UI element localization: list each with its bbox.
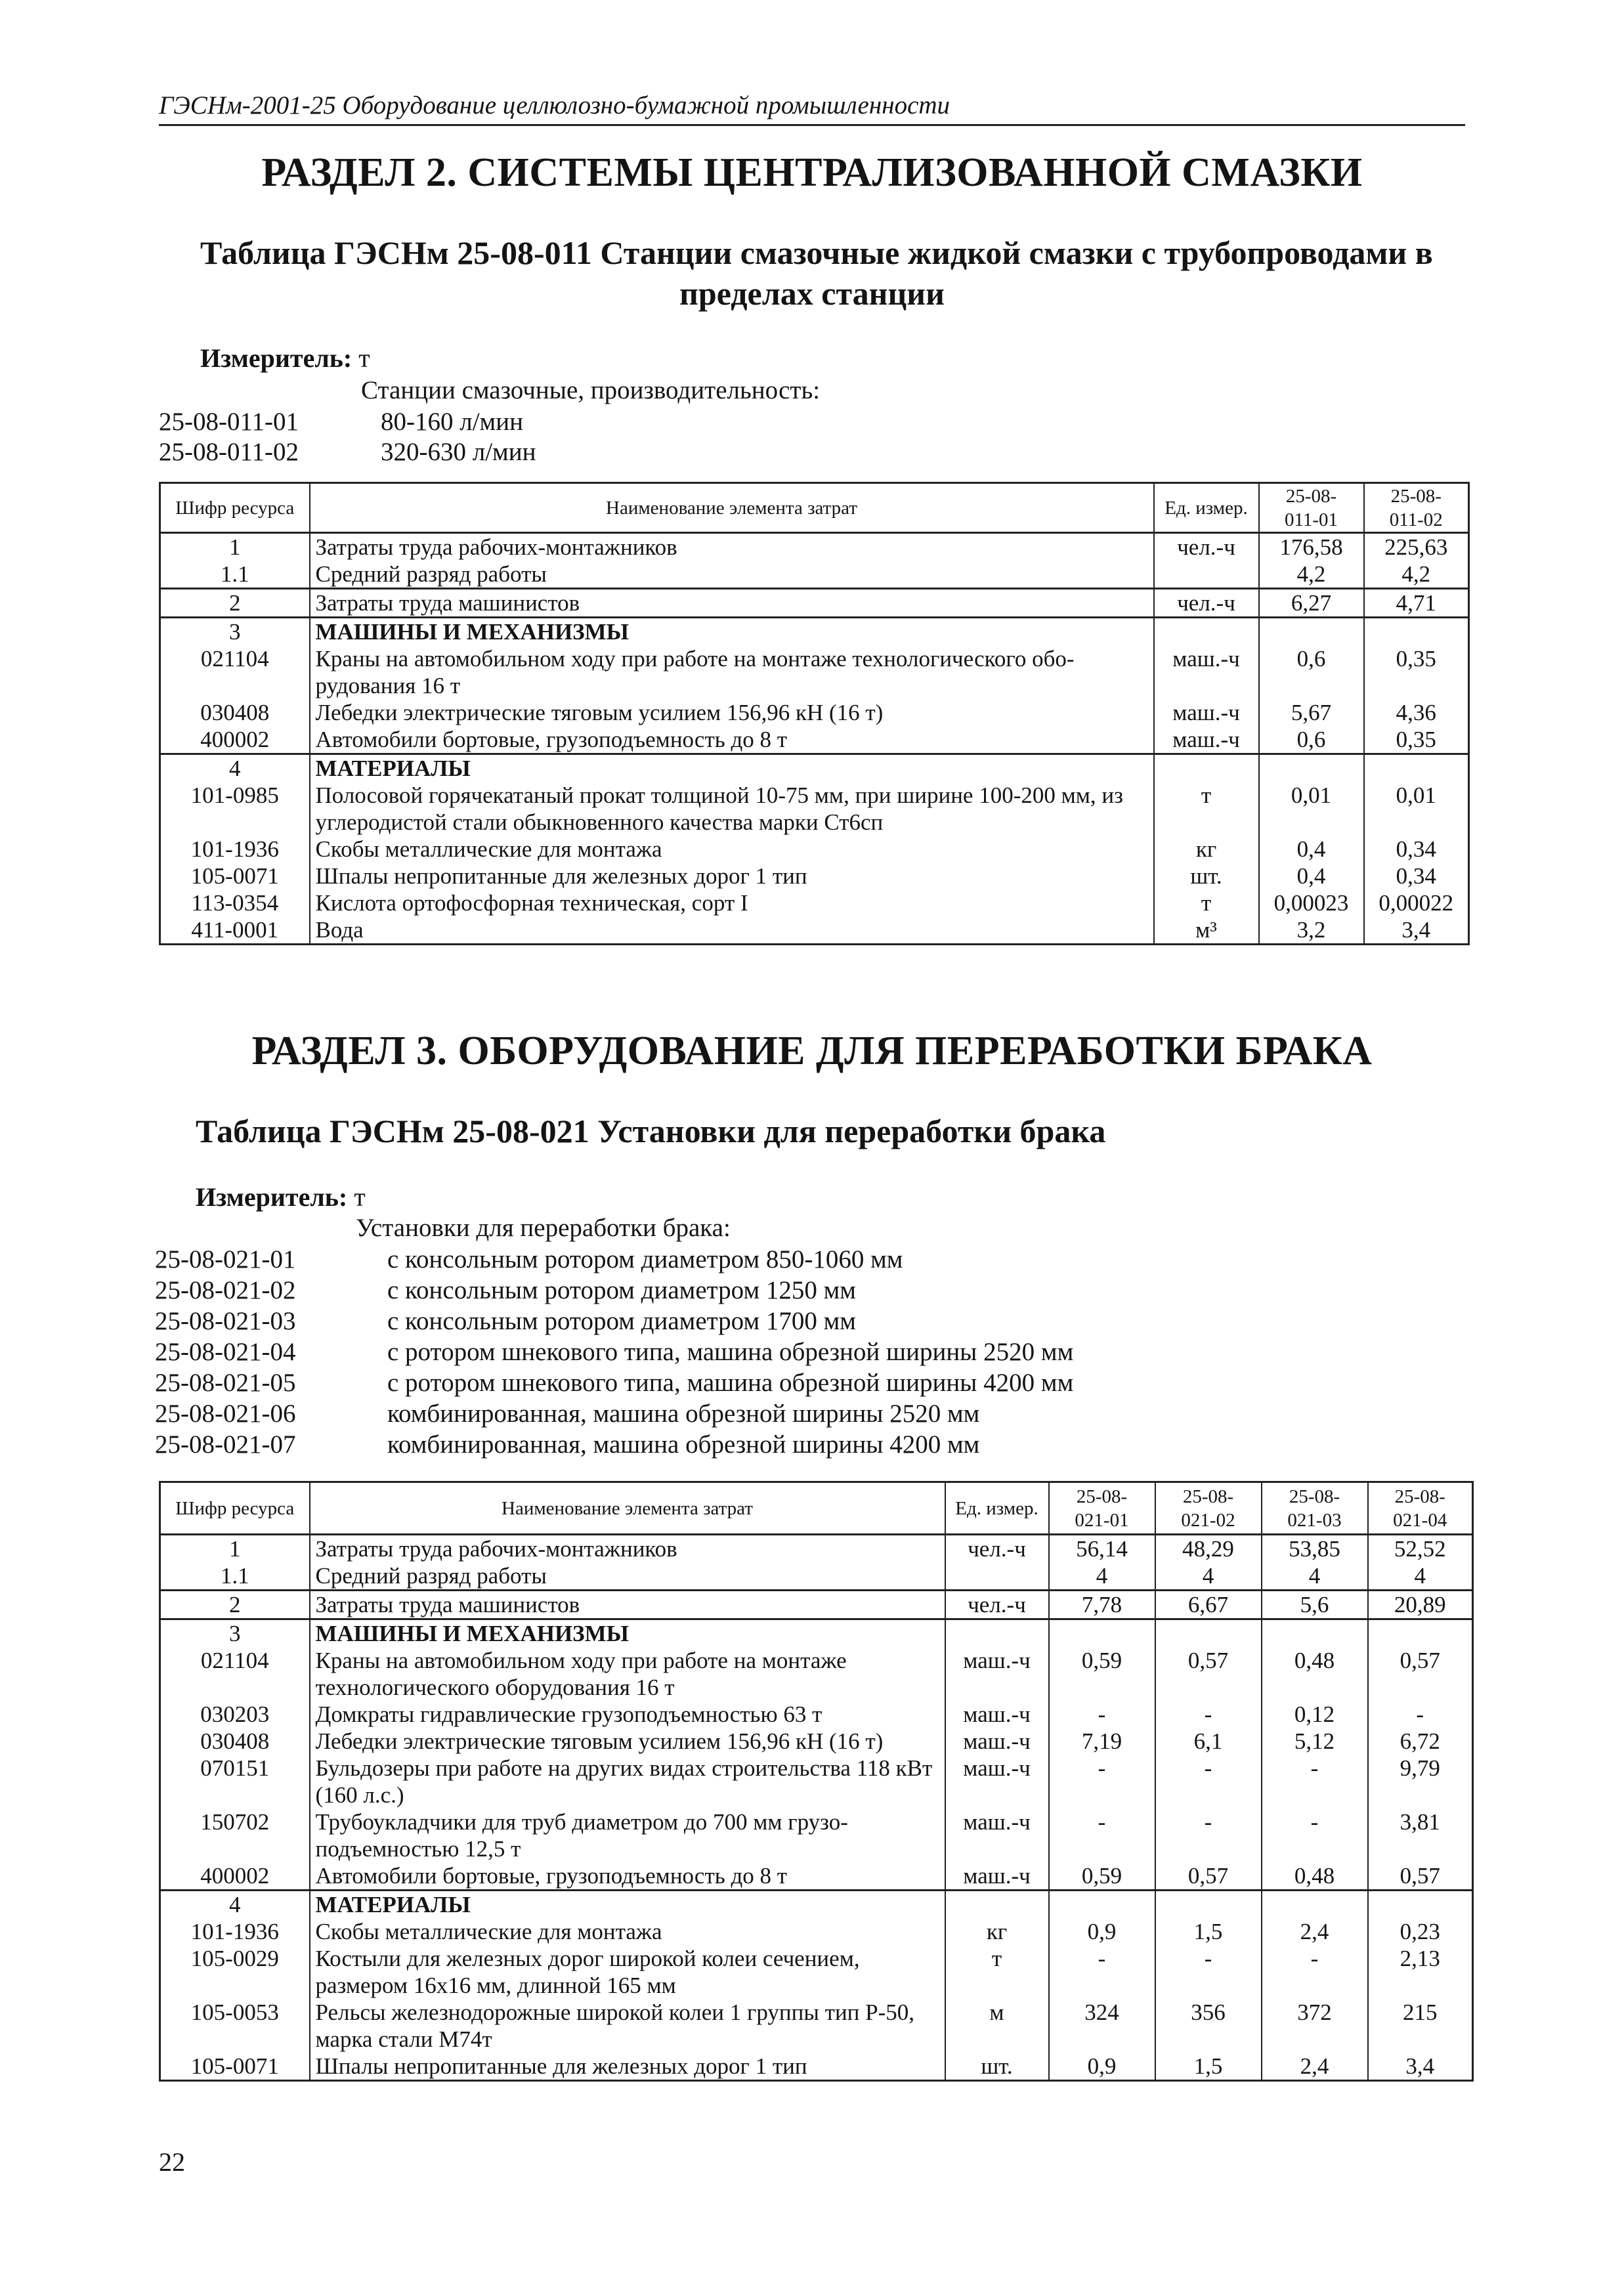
norm-value: 7,19 bbox=[1049, 1728, 1155, 1755]
variant-description: комбинированная, машина обрезной ширины 2520 мм bbox=[387, 1400, 980, 1428]
norm-value: 4 bbox=[1049, 1562, 1155, 1591]
header-unit: Ед. измер. bbox=[1154, 483, 1259, 533]
norm-value bbox=[1155, 1619, 1262, 1648]
resource-code: 3 bbox=[160, 618, 310, 646]
header-code: Шифр ресурса bbox=[160, 483, 310, 533]
norm-value: - bbox=[1155, 1755, 1262, 1808]
header-col: 25-08- 011-02 bbox=[1364, 483, 1469, 533]
resource-code: 1.1 bbox=[160, 561, 310, 589]
cost-element-name: Затраты труда рабочих-монтажников bbox=[310, 1535, 945, 1563]
running-header: ГЭСНм-2001-25 Оборудование целлюлозно-бумажной промышленности bbox=[159, 91, 1465, 126]
unit-of-measure: т bbox=[1154, 782, 1259, 836]
cost-element-name: Шпалы непропитанные для железных дорог 1 тип bbox=[310, 2053, 945, 2081]
table-row bbox=[160, 533, 1469, 561]
norm-value: 3,4 bbox=[1364, 916, 1469, 945]
unit-of-measure: т bbox=[1154, 889, 1259, 916]
norm-value bbox=[1368, 1891, 1473, 1919]
cost-element-name: Средний разряд работы bbox=[310, 561, 1154, 589]
resource-code: 4 bbox=[160, 1891, 310, 1919]
unit-of-measure: маш.-ч bbox=[945, 1728, 1049, 1755]
cost-element-name: Домкраты гидравлические грузоподъемностью 63 т bbox=[310, 1701, 945, 1728]
resource-code: 105-0053 bbox=[160, 1999, 310, 2053]
unit-of-measure: чел.-ч bbox=[1154, 589, 1259, 618]
table-row bbox=[160, 1862, 1473, 1891]
norm-value: 0,34 bbox=[1364, 836, 1469, 863]
variant-code: 25-08-021-05 bbox=[155, 1369, 296, 1397]
table-row bbox=[160, 1999, 1473, 2053]
table-row bbox=[160, 836, 1469, 863]
norm-value: 48,29 bbox=[1155, 1535, 1262, 1563]
resource-code: 1.1 bbox=[160, 1562, 310, 1591]
norm-value: 5,6 bbox=[1262, 1591, 1368, 1619]
table-row bbox=[160, 1701, 1473, 1728]
unit-of-measure: кг bbox=[945, 1918, 1049, 1945]
norm-value: 176,58 bbox=[1259, 533, 1364, 561]
norm-value: 0,4 bbox=[1259, 836, 1364, 863]
unit-of-measure: шт. bbox=[945, 2053, 1049, 2081]
unit-of-measure: чел.-ч bbox=[945, 1535, 1049, 1563]
norm-value: 4 bbox=[1155, 1562, 1262, 1591]
norm-value: 0,35 bbox=[1364, 645, 1469, 699]
norm-value bbox=[1262, 1619, 1368, 1648]
norm-value: - bbox=[1049, 1701, 1155, 1728]
norm-value: - bbox=[1049, 1945, 1155, 1999]
section-2-title: РАЗДЕЛ 2. СИСТЕМЫ ЦЕНТРАЛИЗОВАННОЙ СМАЗКИ bbox=[261, 150, 1363, 195]
header-col: 25-08- 021-03 bbox=[1262, 1482, 1368, 1535]
norm-value: - bbox=[1155, 1808, 1262, 1862]
resource-code: 101-0985 bbox=[160, 782, 310, 836]
norm-value: - bbox=[1049, 1808, 1155, 1862]
norm-value: 0,48 bbox=[1262, 1862, 1368, 1891]
resource-code: 113-0354 bbox=[160, 889, 310, 916]
cost-element-name: Средний разряд работы bbox=[310, 1562, 945, 1591]
resource-code: 1 bbox=[160, 533, 310, 561]
cost-element-name: Краны на автомобильном ходу при работе на монтаже технологического оборудования 16 т bbox=[310, 1647, 945, 1701]
norm-value: 0,00023 bbox=[1259, 889, 1364, 916]
resource-code: 101-1936 bbox=[160, 836, 310, 863]
norm-value bbox=[1155, 1891, 1262, 1919]
header-name: Наименование элемента затрат bbox=[310, 1482, 945, 1535]
table-row bbox=[160, 561, 1469, 589]
resource-code: 2 bbox=[160, 589, 310, 618]
variant-description: 80-160 л/мин bbox=[381, 408, 523, 436]
norm-value: 0,23 bbox=[1368, 1918, 1473, 1945]
unit-of-measure bbox=[945, 1562, 1049, 1591]
cost-element-name: Лебедки электрические тяговым усилием 156,96 кН (16 т) bbox=[310, 1728, 945, 1755]
norm-value: 0,9 bbox=[1049, 1918, 1155, 1945]
norm-value: 0,57 bbox=[1368, 1647, 1473, 1701]
header-col: 25-08- 011-01 bbox=[1259, 483, 1364, 533]
norm-value: 0,57 bbox=[1155, 1862, 1262, 1891]
cost-element-name: Лебедки электрические тяговым усилием 156,96 кН (16 т) bbox=[310, 699, 1154, 726]
unit-of-measure bbox=[945, 1619, 1049, 1648]
section-3-title: РАЗДЕЛ 3. ОБОРУДОВАНИЕ ДЛЯ ПЕРЕРАБОТКИ БРАКА bbox=[251, 1029, 1373, 1073]
cost-element-name: Автомобили бортовые, грузоподъемность до 8 т bbox=[310, 1862, 945, 1891]
norm-value: 3,4 bbox=[1368, 2053, 1473, 2081]
variants-intro: Станции смазочные, производительность: bbox=[361, 376, 821, 404]
variant-code: 25-08-021-06 bbox=[155, 1400, 296, 1428]
cost-element-name: Краны на автомобильном ходу при работе на монтаже технологического обо-рудования 16 т bbox=[310, 645, 1154, 699]
meter-unit: т bbox=[354, 1182, 366, 1212]
cost-element-name: МАШИНЫ И МЕХАНИЗМЫ bbox=[310, 618, 1154, 646]
norm-value: 0,59 bbox=[1049, 1647, 1155, 1701]
norm-value: 6,67 bbox=[1155, 1591, 1262, 1619]
norm-value: - bbox=[1368, 1701, 1473, 1728]
norm-value: 1,5 bbox=[1155, 2053, 1262, 2081]
resource-code: 105-0071 bbox=[160, 863, 310, 889]
norm-value: 7,78 bbox=[1049, 1591, 1155, 1619]
norm-value: 0,35 bbox=[1364, 726, 1469, 754]
cost-element-name: Автомобили бортовые, грузоподъемность до 8 т bbox=[310, 726, 1154, 754]
norm-value: 4,2 bbox=[1364, 561, 1469, 589]
meter-unit: т bbox=[358, 343, 370, 373]
norm-value: 4,36 bbox=[1364, 699, 1469, 726]
resource-code: 4 bbox=[160, 754, 310, 782]
cost-element-name: Бульдозеры при работе на других видах строительства 118 кВт (160 л.с.) bbox=[310, 1755, 945, 1808]
norm-value: 0,57 bbox=[1368, 1862, 1473, 1891]
norm-value: 4,71 bbox=[1364, 589, 1469, 618]
header-name: Наименование элемента затрат bbox=[310, 483, 1154, 533]
norm-value: - bbox=[1049, 1755, 1155, 1808]
resource-code: 021104 bbox=[160, 645, 310, 699]
table-row bbox=[160, 589, 1469, 618]
resource-code: 2 bbox=[160, 1591, 310, 1619]
cost-element-name: Затраты труда машинистов bbox=[310, 589, 1154, 618]
cost-element-name: МАТЕРИАЛЫ bbox=[310, 1891, 945, 1919]
norm-value: 5,67 bbox=[1259, 699, 1364, 726]
norm-value: 0,12 bbox=[1262, 1701, 1368, 1728]
unit-of-measure: кг bbox=[1154, 836, 1259, 863]
resource-code: 070151 bbox=[160, 1755, 310, 1808]
norm-value: 53,85 bbox=[1262, 1535, 1368, 1563]
variant-description: с ротором шнекового типа, машина обрезной ширины 2520 мм bbox=[387, 1338, 1074, 1366]
unit-of-measure: маш.-ч bbox=[945, 1701, 1049, 1728]
norm-value: 56,14 bbox=[1049, 1535, 1155, 1563]
table-row bbox=[160, 754, 1469, 782]
table-row bbox=[160, 726, 1469, 754]
cost-element-name: Скобы металлические для монтажа bbox=[310, 836, 1154, 863]
header-unit: Ед. измер. bbox=[945, 1482, 1049, 1535]
variant-code: 25-08-021-02 bbox=[155, 1276, 296, 1304]
norm-value: 6,27 bbox=[1259, 589, 1364, 618]
unit-of-measure: маш.-ч bbox=[1154, 699, 1259, 726]
norm-value: 372 bbox=[1262, 1999, 1368, 2053]
table-row bbox=[160, 889, 1469, 916]
unit-of-measure: маш.-ч bbox=[945, 1862, 1049, 1891]
norm-value: 0,4 bbox=[1259, 863, 1364, 889]
table-25-08-021-title: Таблица ГЭСНм 25-08-021 Установки для переработки брака bbox=[196, 1113, 1106, 1149]
cost-element-name: Шпалы непропитанные для железных дорог 1 тип bbox=[310, 863, 1154, 889]
norm-value: 0,00022 bbox=[1364, 889, 1469, 916]
norm-value: - bbox=[1262, 1945, 1368, 1999]
resource-code: 150702 bbox=[160, 1808, 310, 1862]
norm-value: 0,9 bbox=[1049, 2053, 1155, 2081]
cost-element-name: Рельсы железнодорожные широкой колеи 1 группы тип Р-50, марка стали М74т bbox=[310, 1999, 945, 2053]
resource-code: 105-0029 bbox=[160, 1945, 310, 1999]
variant-code: 25-08-021-04 bbox=[155, 1338, 296, 1366]
resource-code: 021104 bbox=[160, 1647, 310, 1701]
norm-value: 3,2 bbox=[1259, 916, 1364, 945]
variant-description: с консольным ротором диаметром 1700 мм bbox=[387, 1307, 856, 1335]
unit-of-measure bbox=[945, 1891, 1049, 1919]
table-row bbox=[160, 1945, 1473, 1999]
meter-label: Измеритель: bbox=[200, 343, 353, 373]
table-row bbox=[160, 618, 1469, 646]
table-row bbox=[160, 863, 1469, 889]
cost-element-name: МАШИНЫ И МЕХАНИЗМЫ bbox=[310, 1619, 945, 1648]
norm-value: 5,12 bbox=[1262, 1728, 1368, 1755]
variant-code: 25-08-011-02 bbox=[159, 438, 299, 466]
norm-value: 20,89 bbox=[1368, 1591, 1473, 1619]
variant-code: 25-08-021-07 bbox=[155, 1430, 296, 1459]
meter-label: Измеритель: bbox=[196, 1182, 348, 1212]
table-row bbox=[160, 1591, 1473, 1619]
table-row bbox=[160, 1918, 1473, 1945]
variant-code: 25-08-011-01 bbox=[159, 408, 299, 436]
variant-code: 25-08-021-03 bbox=[155, 1307, 296, 1335]
header-col: 25-08- 021-01 bbox=[1049, 1482, 1155, 1535]
cost-element-name: Вода bbox=[310, 916, 1154, 945]
unit-of-measure bbox=[1154, 618, 1259, 646]
variant-description: с консольным ротором диаметром 850-1060 мм bbox=[387, 1245, 903, 1273]
table-row bbox=[160, 1808, 1473, 1862]
header-col: 25-08- 021-02 bbox=[1155, 1482, 1262, 1535]
norm-value: 4 bbox=[1262, 1562, 1368, 1591]
resource-code: 030408 bbox=[160, 1728, 310, 1755]
resource-code: 030203 bbox=[160, 1701, 310, 1728]
cost-element-name: Кислота ортофосфорная техническая, сорт I bbox=[310, 889, 1154, 916]
norm-value: - bbox=[1155, 1945, 1262, 1999]
cost-element-name: Скобы металлические для монтажа bbox=[310, 1918, 945, 1945]
unit-of-measure: маш.-ч bbox=[1154, 726, 1259, 754]
page-number: 22 bbox=[159, 2147, 185, 2177]
table-row bbox=[160, 1728, 1473, 1755]
resource-code: 030408 bbox=[160, 699, 310, 726]
unit-of-measure bbox=[1154, 561, 1259, 589]
norm-value bbox=[1262, 1891, 1368, 1919]
resource-code: 400002 bbox=[160, 726, 310, 754]
norm-value: 225,63 bbox=[1364, 533, 1469, 561]
norm-value: 0,34 bbox=[1364, 863, 1469, 889]
norm-value: 356 bbox=[1155, 1999, 1262, 2053]
variant-code: 25-08-021-01 bbox=[155, 1245, 296, 1273]
norm-value: 52,52 bbox=[1368, 1535, 1473, 1563]
norm-value bbox=[1259, 754, 1364, 782]
norm-value: 324 bbox=[1049, 1999, 1155, 2053]
unit-of-measure: маш.-ч bbox=[945, 1808, 1049, 1862]
norm-value: 2,13 bbox=[1368, 1945, 1473, 1999]
resource-code: 400002 bbox=[160, 1862, 310, 1891]
table-row bbox=[160, 1891, 1473, 1919]
table-row bbox=[160, 645, 1469, 699]
table-row bbox=[160, 1755, 1473, 1808]
norm-table-25-08-021 bbox=[159, 1481, 1474, 2082]
norm-value: 0,6 bbox=[1259, 726, 1364, 754]
norm-value: 215 bbox=[1368, 1999, 1473, 2053]
cost-element-name: Затраты труда машинистов bbox=[310, 1591, 945, 1619]
norm-value bbox=[1259, 618, 1364, 646]
table-row bbox=[160, 1535, 1473, 1563]
table-row bbox=[160, 1562, 1473, 1591]
unit-of-measure: маш.-ч bbox=[1154, 645, 1259, 699]
variants-intro: Установки для переработки брака: bbox=[356, 1214, 731, 1242]
header-col: 25-08- 021-04 bbox=[1368, 1482, 1473, 1535]
norm-value: - bbox=[1262, 1808, 1368, 1862]
meter-line bbox=[200, 343, 370, 374]
unit-of-measure: маш.-ч bbox=[945, 1647, 1049, 1701]
norm-value: 3,81 bbox=[1368, 1808, 1473, 1862]
variant-description: с ротором шнекового типа, машина обрезной ширины 4200 мм bbox=[387, 1369, 1074, 1397]
unit-of-measure: чел.-ч bbox=[945, 1591, 1049, 1619]
resource-code: 1 bbox=[160, 1535, 310, 1563]
table-row bbox=[160, 699, 1469, 726]
norm-value: 4 bbox=[1368, 1562, 1473, 1591]
norm-value: 6,1 bbox=[1155, 1728, 1262, 1755]
unit-of-measure: чел.-ч bbox=[1154, 533, 1259, 561]
header-code: Шифр ресурса bbox=[160, 1482, 310, 1535]
norm-value: 0,01 bbox=[1364, 782, 1469, 836]
cost-element-name: Трубоукладчики для труб диаметром до 700 мм грузо-подъемностью 12,5 т bbox=[310, 1808, 945, 1862]
norm-table-25-08-011 bbox=[159, 482, 1470, 945]
resource-code: 101-1936 bbox=[160, 1918, 310, 1945]
norm-value bbox=[1368, 1619, 1473, 1648]
cost-element-name: Затраты труда рабочих-монтажников bbox=[310, 533, 1154, 561]
norm-value: - bbox=[1262, 1755, 1368, 1808]
unit-of-measure: т bbox=[945, 1945, 1049, 1999]
unit-of-measure: м bbox=[945, 1999, 1049, 2053]
table-25-08-011-title-line1: Таблица ГЭСНм 25-08-011 Станции смазочные жидкой смазки с трубопроводами в bbox=[200, 234, 1433, 271]
norm-value: 9,79 bbox=[1368, 1755, 1473, 1808]
table-25-08-011-title-line2: пределах станции bbox=[679, 275, 945, 312]
variant-description: с консольным ротором диаметром 1250 мм bbox=[387, 1276, 856, 1304]
resource-code: 3 bbox=[160, 1619, 310, 1648]
variant-description: 320-630 л/мин bbox=[381, 438, 536, 466]
norm-value bbox=[1364, 754, 1469, 782]
norm-value: 6,72 bbox=[1368, 1728, 1473, 1755]
cost-element-name: Полосовой горячекатаный прокат толщиной 10-75 мм, при ширине 100-200 мм, из углеродистой стали обыкновенного качества марки Ст6сп bbox=[310, 782, 1154, 836]
norm-value: 4,2 bbox=[1259, 561, 1364, 589]
unit-of-measure: шт. bbox=[1154, 863, 1259, 889]
norm-value: 2,4 bbox=[1262, 1918, 1368, 1945]
norm-value: - bbox=[1155, 1701, 1262, 1728]
table-row bbox=[160, 2053, 1473, 2081]
norm-value: 2,4 bbox=[1262, 2053, 1368, 2081]
table-row bbox=[160, 1619, 1473, 1648]
table-row bbox=[160, 782, 1469, 836]
norm-value bbox=[1049, 1619, 1155, 1648]
norm-value: 0,01 bbox=[1259, 782, 1364, 836]
norm-value bbox=[1049, 1891, 1155, 1919]
table-row bbox=[160, 916, 1469, 945]
resource-code: 411-0001 bbox=[160, 916, 310, 945]
norm-value: 1,5 bbox=[1155, 1918, 1262, 1945]
table-row bbox=[160, 1647, 1473, 1701]
norm-value: 0,59 bbox=[1049, 1862, 1155, 1891]
resource-code: 105-0071 bbox=[160, 2053, 310, 2081]
unit-of-measure: маш.-ч bbox=[945, 1755, 1049, 1808]
variant-description: комбинированная, машина обрезной ширины 4200 мм bbox=[387, 1430, 980, 1459]
norm-value: 0,57 bbox=[1155, 1647, 1262, 1701]
norm-value: 0,6 bbox=[1259, 645, 1364, 699]
norm-value: 0,48 bbox=[1262, 1647, 1368, 1701]
cost-element-name: Костыли для железных дорог широкой колеи сечением, размером 16х16 мм, длинной 165 мм bbox=[310, 1945, 945, 1999]
unit-of-measure: м³ bbox=[1154, 916, 1259, 945]
norm-value bbox=[1364, 618, 1469, 646]
cost-element-name: МАТЕРИАЛЫ bbox=[310, 754, 1154, 782]
meter-line bbox=[196, 1182, 366, 1212]
unit-of-measure bbox=[1154, 754, 1259, 782]
